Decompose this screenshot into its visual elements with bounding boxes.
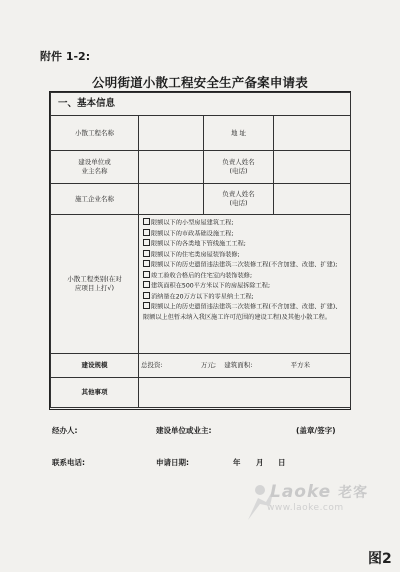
category-option[interactable]: 限额以下的住宅类房屋装饰装修; (143, 250, 346, 261)
date-day: 日 (278, 458, 286, 467)
watermark-brand: Laoke 老客 (270, 482, 369, 502)
checkbox[interactable] (143, 239, 150, 246)
category-option[interactable]: 限额以下的各类地下管线施工工程; (143, 239, 346, 250)
watermark-url: www.laoke.com (267, 503, 344, 513)
category-options (139, 215, 351, 354)
area-label: 建筑面积: (224, 361, 253, 370)
stamp-note: (盖章/签字) (296, 426, 336, 435)
value-other (139, 378, 351, 408)
checkbox[interactable] (143, 218, 150, 225)
checkbox[interactable] (143, 250, 150, 257)
checkbox[interactable] (143, 281, 150, 288)
category-option[interactable]: 建筑面积在500平方米以下的房屋拆除工程; (143, 281, 346, 292)
checkbox[interactable] (143, 229, 150, 236)
date-year: 年 (233, 458, 241, 467)
label-contractor-contact: 负责人姓名 (电话) (204, 184, 274, 215)
checkbox[interactable] (143, 302, 150, 309)
label-project-name: 小散工程名称 (51, 116, 139, 151)
category-option[interactable]: 竣工验收合格后的住宅室内装饰装修; (143, 271, 346, 282)
label-contractor: 施工企业名称 (51, 184, 139, 215)
checkbox[interactable] (143, 271, 150, 278)
area-unit: 平方米 (290, 361, 311, 370)
value-owner-contact (274, 151, 351, 184)
phone-label: 联系电话: (52, 458, 85, 467)
label-builder-unit: 建设单位或 业主名称 (51, 151, 139, 184)
category-option[interactable]: 限额以下的历史遗留违法建筑二次装修工程(不含加建、改建、扩建); (143, 260, 346, 271)
value-builder-unit (139, 151, 204, 184)
investment-label: 总投资: (141, 361, 163, 370)
date-month: 月 (256, 458, 264, 467)
category-option[interactable]: 限额以下的市政基础设施工程; (143, 229, 346, 240)
label-owner-contact: 负责人姓名 (电话) (204, 151, 274, 184)
category-option[interactable]: 消纳量在20万方以下的零星纳土工程; (143, 292, 346, 303)
handler-label: 经办人: (52, 426, 78, 435)
checkbox[interactable] (143, 260, 150, 267)
checkbox[interactable] (143, 292, 150, 299)
section-title: 一、基本信息 (51, 93, 351, 116)
date-label: 申请日期: (156, 458, 189, 467)
value-contractor-contact (274, 184, 351, 215)
label-other: 其他事项 (51, 378, 139, 408)
label-address: 地 址 (204, 116, 274, 151)
value-contractor (139, 184, 204, 215)
label-scale: 建设规模 (51, 354, 139, 378)
category-option[interactable]: 限额以上的历史遗留违法建筑二次装修工程(不含加建、改建、扩建)、限额以上但暂未纳入我区施工许可范围的建设工程)及其他小散工程。 (143, 303, 342, 321)
form-title: 公明街道小散工程安全生产备案申请表 (92, 75, 308, 90)
builder-sign-label: 建设单位或业主: (156, 426, 212, 435)
category-option[interactable]: 限额以下的小型房屋建筑工程; (143, 218, 346, 229)
annex-label: 附件 1-2: (40, 50, 91, 63)
label-project-category: 小散工程类别(在对 应项目上打√) (51, 215, 139, 354)
investment-unit: 万元; (200, 361, 217, 370)
value-address (274, 116, 351, 151)
figure-label: 图2 (368, 551, 392, 567)
scale-values (139, 354, 351, 378)
value-project-name (139, 116, 204, 151)
application-form-table (49, 91, 351, 410)
